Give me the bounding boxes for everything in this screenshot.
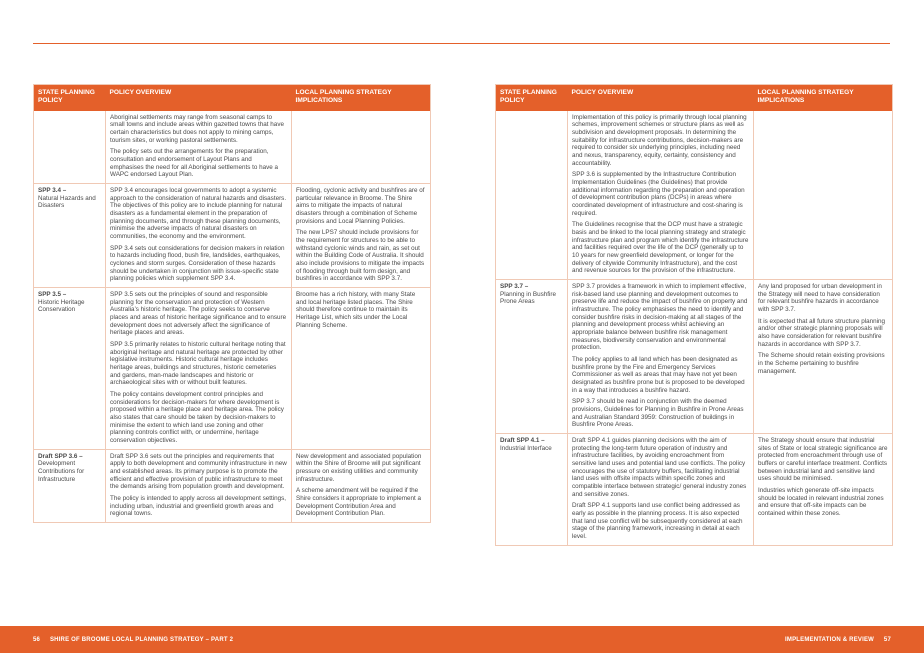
table-row — [34, 287, 431, 449]
implications-paragraph: It is expected that all future structure planning and/or other strategic planning proposals will also have consideration for relevant bushfire hazards in accordance with SPP 3.7. — [758, 317, 886, 348]
table-row — [496, 434, 893, 546]
policy-name: Planning in Bushfire Prone Areas — [500, 290, 557, 306]
left-table-body — [34, 111, 431, 523]
table-row — [496, 111, 893, 280]
footer-right — [785, 637, 891, 643]
policy-name: Industrial Interface — [500, 444, 552, 452]
policy-name: Historic Heritage Conservation — [38, 298, 85, 314]
header-lps-implications: LOCAL PLANNING STRATEGY IMPLICATIONS — [292, 85, 431, 111]
implications-cell — [754, 111, 893, 280]
policy-cell — [34, 449, 106, 522]
policy-code: Draft SPP 3.6 – — [38, 452, 83, 460]
policy-code: SPP 3.4 – — [38, 186, 67, 194]
table-row — [496, 279, 893, 433]
header-policy-overview: POLICY OVERVIEW — [568, 85, 754, 111]
overview-paragraph: SPP 3.4 sets out considerations for decision makers in relation to hazards including flood, bush fire, landslides, earthquakes, cyclones and storm surges. Consideration of these hazards should be undertaken in conjunction with issue-specific state planning policies which supplement SPP 3.4. — [110, 244, 285, 283]
overview-paragraph: Draft SPP 3.6 sets out the principles and requirements that apply to both development and community infrastructure in new and established areas. Its primary purpose is to promote the efficient and effective provision of public infrastructure to meet the demands arising from population growth and development. — [110, 452, 287, 491]
policy-cell — [34, 183, 106, 287]
policy-code: SPP 3.5 – — [38, 290, 67, 298]
overview-paragraph: The Guidelines recognise that the DCP must have a strategic basis and be linked to the local planning strategy and strategic infrastructure plan and program which identify the infrastructure and facilities required over the life of the DCP (generally up to 10 years for new greenfield development, or longer for the delivery of citywide Community Infrastructure), and the cost and revenue sources for the provision of the infrastructure. — [572, 221, 749, 275]
implications-paragraph: The new LPS7 should include provisions for the requirement for structures to be able to withstand cyclonic winds and rain, as set out within the Building Code of Australia. It should also include provisions to mitigate the impacts of flooding through built form design, and bushfires in accordance with SPP 3.7. — [296, 229, 425, 283]
table-row — [34, 111, 431, 184]
implications-paragraph: A scheme amendment will be required if the Shire considers it appropriate to implement a Development Contribution Area and Development Contribution Plan. — [296, 487, 421, 518]
table-row — [34, 449, 431, 522]
right-policy-table — [495, 84, 893, 546]
implications-paragraph: The Scheme should retain existing provisions in the Scheme pertaining to bushfire management. — [758, 352, 885, 375]
footer-section-title: IMPLEMENTATION & REVIEW — [785, 637, 875, 643]
overview-paragraph: SPP 3.5 primarily relates to historic cultural heritage noting that aboriginal heritage and natural heritage are protected by other legislative instruments. Historic cultural heritage includes heritage areas, buildings and structures, historic cemeteries and gardens, man-made landscapes and historic or archaeological sites with or without built features. — [110, 340, 286, 387]
overview-cell — [106, 449, 292, 522]
overview-paragraph: SPP 3.5 sets out the principles of sound and responsible planning for the conservation and protection of Western Australia’s historic heritage. The policy seeks to conserve places and areas of historic heritage significance and to ensure development does not adversely affect the significance of heritage places and areas. — [110, 290, 287, 337]
overview-cell — [568, 434, 754, 546]
policy-code: Draft SPP 4.1 – — [500, 437, 545, 445]
footer-left — [33, 637, 233, 643]
top-rule — [33, 43, 890, 44]
implications-paragraph: New development and associated population within the Shire of Broome will put significant pressure on existing utilities and community infrastructure. — [296, 452, 422, 483]
policy-cell — [34, 287, 106, 449]
overview-paragraph: SPP 3.6 is supplemented by the Infrastructure Contribution Implementation Guidelines (the Guidelines) that provide additional information regarding the preparation and operation of development contribution plans (DCPs) in areas where coordinated development of infrastructure and cost-sharing is required. — [572, 171, 745, 217]
header-lps-implications: LOCAL PLANNING STRATEGY IMPLICATIONS — [754, 85, 893, 111]
implications-cell — [292, 183, 431, 287]
overview-paragraph: Implementation of this policy is primarily through local planning schemes, improvement schemes or structure plans as well as subdivision and development proposals. In determining the suitability for infrastructure contributions, decision-makers are required to consider six underlying principles, including need and nexus, transparency, equity, certainty, consistency and accountability. — [572, 113, 747, 167]
overview-paragraph: Draft SPP 4.1 guides planning decisions with the aim of protecting the long-term future operation of industry and infrastructure facilities, by avoiding encroachment from sensitive land uses and potential land use conflicts. The policy encourages the use of statutory buffers, facilitating industrial land uses with offsite impacts within specific zones and compatible interface between strategic/ general industry zones and sensitive zones. — [572, 437, 747, 498]
implications-paragraph: Flooding, cyclonic activity and bushfires are of particular relevance in Broome. The Shire aims to mitigate the impacts of natural disasters through a combination of Scheme provisions and Local Planning Policies. — [296, 186, 425, 225]
implications-cell — [292, 449, 431, 522]
implications-cell — [292, 111, 431, 184]
overview-paragraph: The policy sets out the arrangements for the preparation, consultation and endorsement of Layout Plans and emphasises the need for all Aboriginal settlements to have a WAPC endorsed Layout Plan. — [110, 148, 279, 179]
policy-cell — [34, 111, 106, 184]
overview-cell — [106, 287, 292, 449]
overview-paragraph: The policy applies to all land which has been designated as bushfire prone by the Fire and Emergency Services Commissioner as well as areas that may have not yet been designated as bushfire prone but is proposed to be developed in a way that introduces a bushfire hazard. — [572, 355, 745, 394]
implications-cell — [754, 279, 893, 433]
policy-name: Natural Hazards and Disasters — [38, 194, 96, 210]
implications-paragraph: Broome has a rich history, with many State and local heritage listed places. The Shire should therefore continue to maintain its Heritage List, which sits under the Local Planning Scheme. — [296, 290, 416, 329]
policy-cell — [496, 279, 568, 433]
implications-paragraph: The Strategy should ensure that industrial sites of State or local strategic significance are protected from encroachment through use of buffers or careful interface treatment. Conflicts between industrial land and sensitive land uses should be minimised. — [758, 437, 888, 483]
right-table-body — [496, 111, 893, 546]
policy-name: Development Contributions for Infrastructure — [38, 460, 85, 483]
overview-paragraph: Draft SPP 4.1 supports land use conflict being addressed as early as possible in the planning process. It is also expected that land use conflict will be subsequently considered at each stage of the planning framework, increasing in detail at each level. — [572, 502, 743, 541]
implications-paragraph: Any land proposed for urban development in the Strategy will need to have consideration for relevant bushfire hazards in accordance with SPP 3.7. — [758, 282, 882, 313]
overview-paragraph: SPP 3.7 should be read in conjunction with the deemed provisions, Guidelines for Planning in Bushfire in Prone Areas and Australian Standard 3959: Construction of buildings in Bushfire Prone Areas. — [572, 398, 744, 429]
overview-cell — [568, 279, 754, 433]
implications-cell — [292, 287, 431, 449]
page-number-right: 57 — [883, 637, 891, 643]
overview-paragraph: The policy contains development control principles and considerations for decision-makers for where development is proposed within a heritage place and heritage area. The policy also states that care should be taken by decision-makers to minimise the extent to which land use zoning and other planning controls conflict with, or undermine, heritage conservation objectives. — [110, 391, 284, 445]
table-row — [34, 183, 431, 287]
overview-cell — [106, 183, 292, 287]
policy-cell — [496, 111, 568, 280]
header-state-planning-policy: STATE PLANNING POLICY — [34, 85, 106, 111]
header-state-planning-policy: STATE PLANNING POLICY — [496, 85, 568, 111]
overview-paragraph: SPP 3.7 provides a framework in which to implement effective, risk-based land use planning and development outcomes to preserve life and reduce the impact of bushfire on property and infrastructure. The policy emphasises the need to identify and consider bushfire risks in decision-making at all stages of the planning and development process whilst achieving an appropriate balance between bushfire risk management measures, biodiversity conservation and environmental protection. — [572, 282, 748, 352]
implications-cell — [754, 434, 893, 546]
header-policy-overview: POLICY OVERVIEW — [106, 85, 292, 111]
policy-code: SPP 3.7 – — [500, 282, 529, 290]
overview-paragraph: Aboriginal settlements may range from seasonal camps to small towns and include areas within gazetted towns that have certain characteristics but does not apply to mining camps, tourism sites, or working pastoral settlements. — [110, 113, 284, 144]
policy-cell — [496, 434, 568, 546]
footer-document-title: SHIRE OF BROOME LOCAL PLANNING STRATEGY – PART 2 — [49, 637, 234, 643]
left-policy-table — [33, 84, 431, 523]
overview-paragraph: The policy is intended to apply across all development settings, including urban, industrial and greenfield growth areas and regional towns. — [110, 495, 287, 518]
implications-paragraph: Industries which generate off-site impacts should be located in relevant industrial zones and ensure that off-site impacts can be contained within these zones. — [758, 487, 884, 518]
overview-paragraph: SPP 3.4 encourages local governments to adopt a systemic approach to the consideration of natural hazards and disasters. The objectives of this policy are to include planning for natural disasters as a fundamental element in the preparation of planning documents, and through these planning documents, minimise the adverse impacts of natural disasters on communities, the economy and the environment. — [110, 186, 287, 240]
overview-cell — [106, 111, 292, 184]
page-number-left: 56 — [33, 637, 41, 643]
overview-cell — [568, 111, 754, 280]
